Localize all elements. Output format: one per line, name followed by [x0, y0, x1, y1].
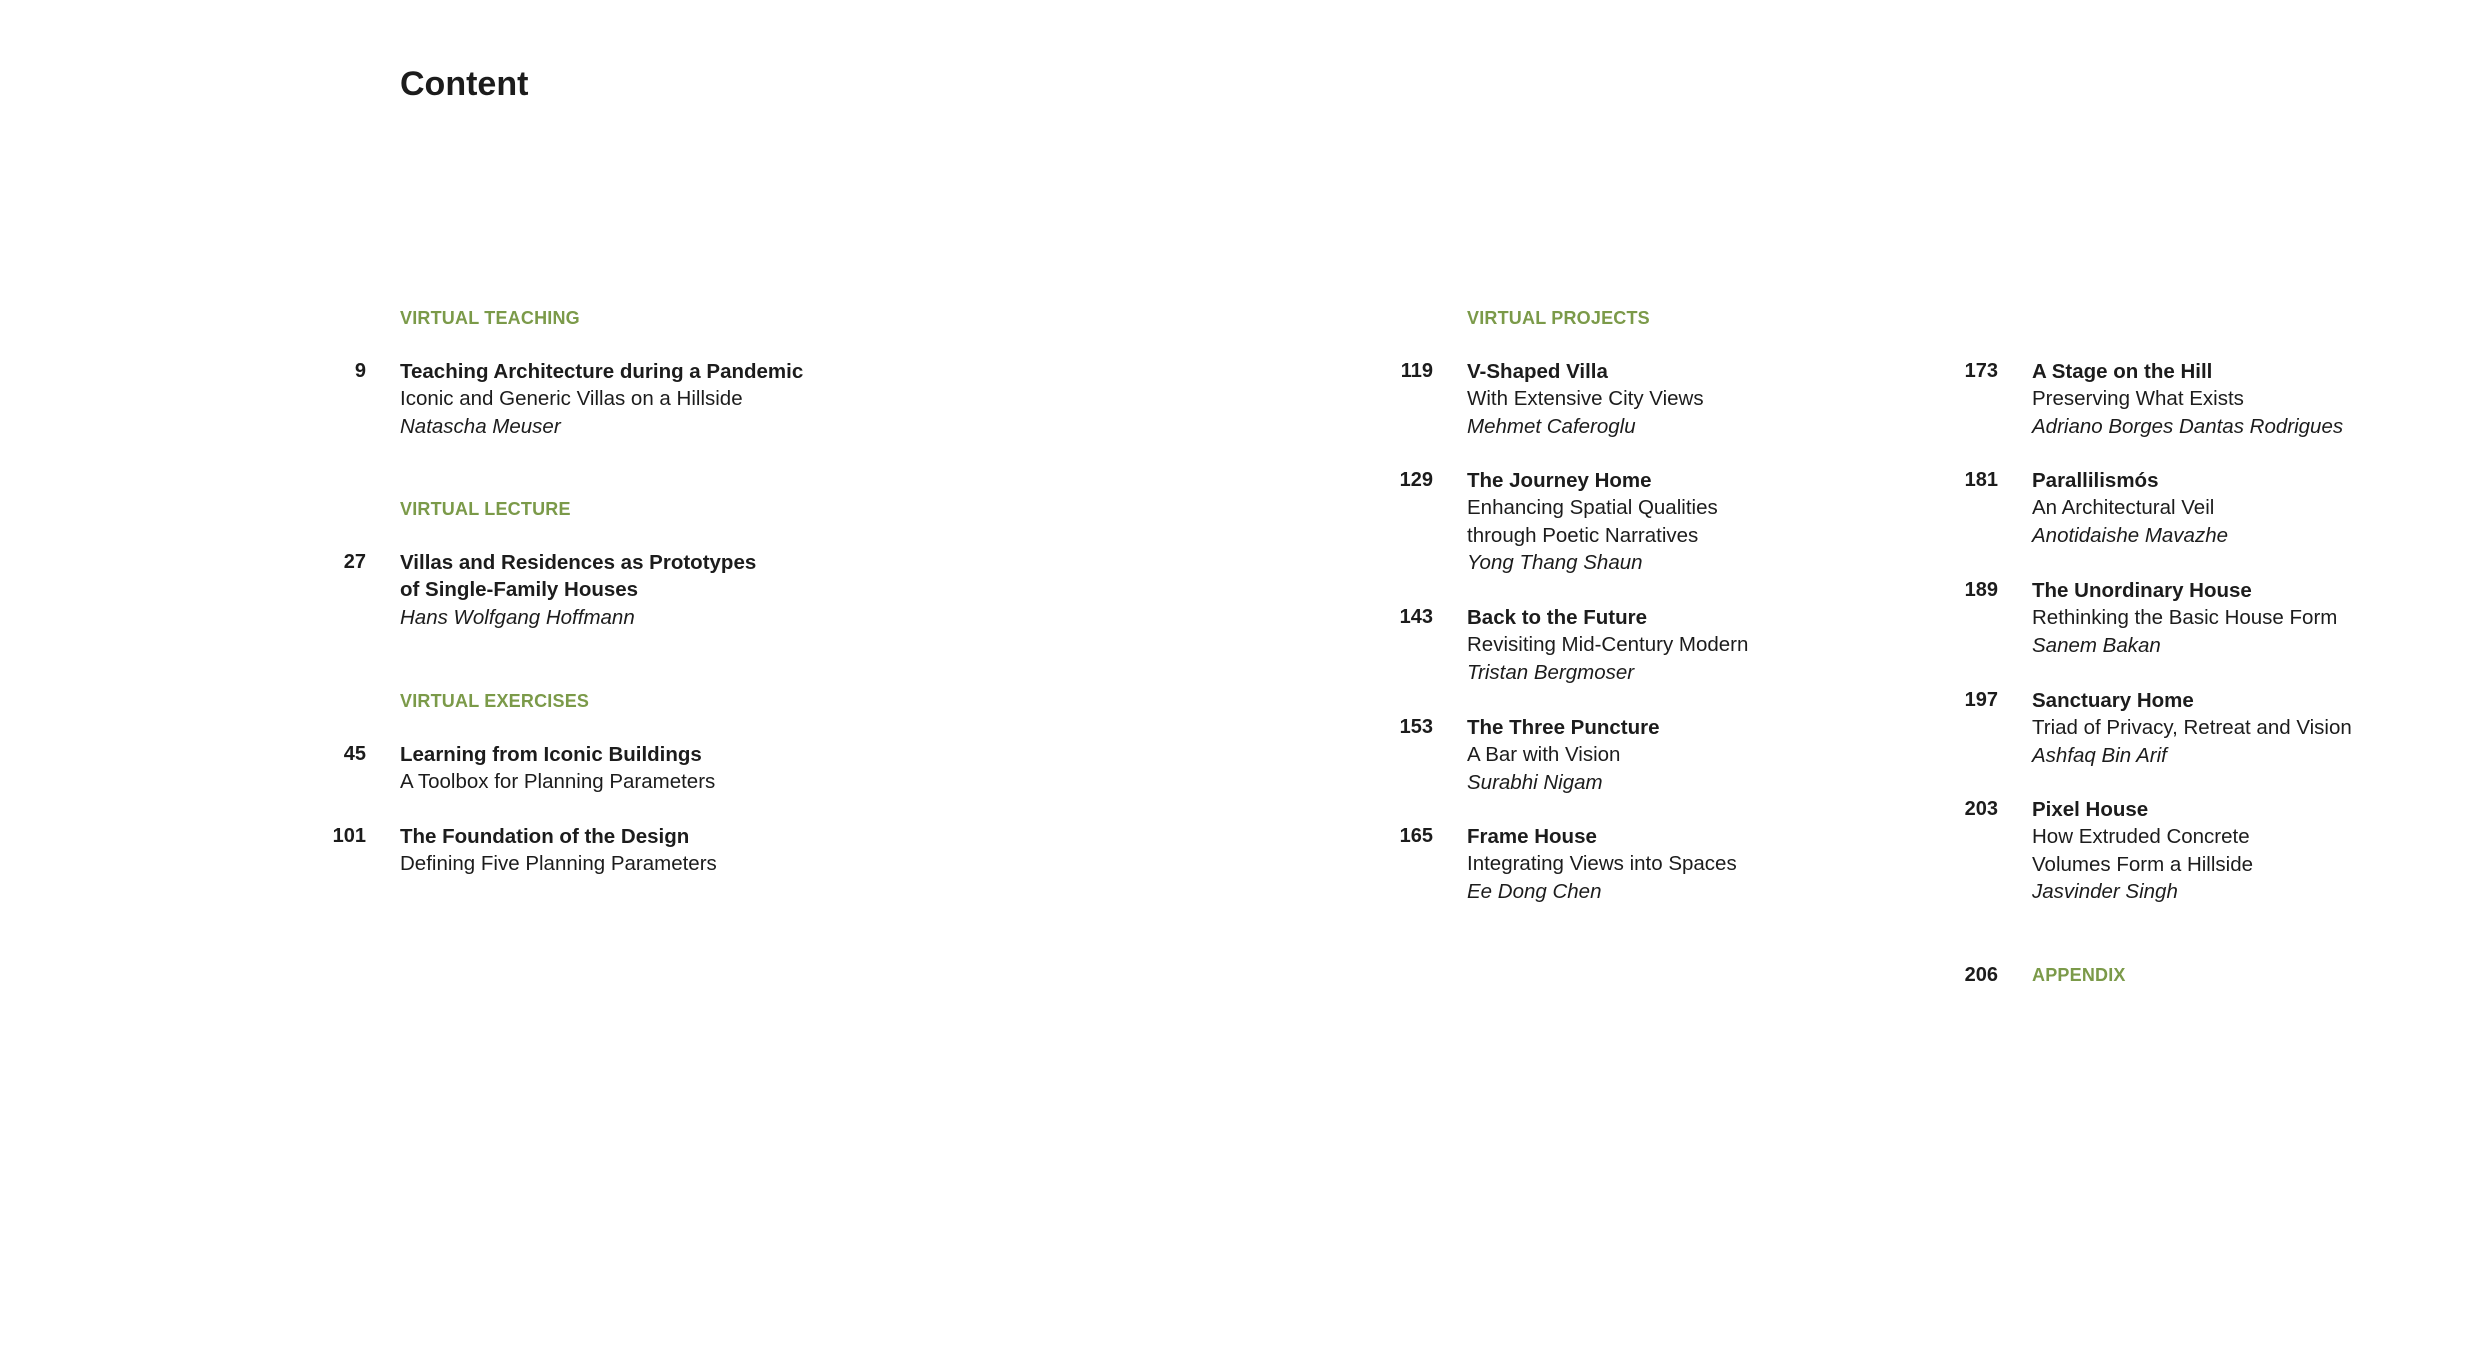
entry-subtitle: Volumes Form a Hillside — [2032, 852, 2254, 876]
page-number: 9 — [354, 360, 366, 382]
page-title: Content — [400, 65, 529, 103]
entry-subtitle: An Architectural Veil — [2032, 496, 2215, 520]
entry-author: Hans Wolfgang Hoffmann — [400, 605, 635, 629]
entry-subtitle: Triad of Privacy, Retreat and Vision — [2032, 716, 2352, 740]
section-label-appendix: APPENDIX — [2032, 965, 2126, 985]
entry-subtitle: Defining Five Planning Parameters — [400, 852, 717, 876]
entry-subtitle: Integrating Views into Spaces — [1467, 852, 1737, 876]
entry-subtitle: Iconic and Generic Villas on a Hillside — [400, 387, 743, 411]
entry-subtitle: With Extensive City Views — [1467, 387, 1704, 411]
entry-author: Ashfaq Bin Arif — [2032, 743, 2167, 767]
entry-title: Villas and Residences as Prototypes — [400, 551, 757, 574]
entry-subtitle: A Toolbox for Planning Parameters — [400, 770, 716, 794]
entry-author: Tristan Bergmoser — [1467, 660, 1635, 684]
entry-author: Sanem Bakan — [2032, 633, 2161, 657]
entry-title: Parallilismós — [2032, 469, 2159, 492]
page-number: 143 — [1399, 606, 1433, 628]
page-number: 206 — [1964, 964, 1998, 986]
entry-title: V-Shaped Villa — [1467, 360, 1608, 383]
page-number: 119 — [1400, 360, 1433, 382]
section-label-virtual-lecture: VIRTUAL LECTURE — [400, 499, 571, 519]
entry-title: Sanctuary Home — [2032, 689, 2194, 712]
entry-title: The Foundation of the Design — [400, 825, 690, 848]
page-number: 153 — [1399, 716, 1433, 738]
page-number: 173 — [1964, 360, 1998, 382]
page-number: 45 — [343, 743, 366, 765]
page-number: 165 — [1399, 825, 1433, 847]
entry-author: Jasvinder Singh — [2032, 879, 2178, 903]
entry-author: Adriano Borges Dantas Rodrigues — [2032, 414, 2344, 438]
entry-author: Surabhi Nigam — [1467, 770, 1603, 794]
section-label-virtual-projects: VIRTUAL PROJECTS — [1467, 308, 1650, 328]
entry-title: of Single-Family Houses — [400, 578, 639, 602]
entry-title: The Unordinary House — [2032, 579, 2252, 602]
entry-title: The Journey Home — [1467, 469, 1652, 492]
page-number: 203 — [1964, 798, 1998, 820]
entry-title: A Stage on the Hill — [2032, 360, 2213, 383]
entry-title: Learning from Iconic Buildings — [400, 743, 702, 766]
page-number: 101 — [332, 825, 366, 847]
section-label-virtual-teaching: VIRTUAL TEACHING — [400, 308, 580, 328]
entry-title: The Three Puncture — [1467, 716, 1660, 739]
entry-author: Mehmet Caferoglu — [1467, 414, 1636, 438]
entry-author: Yong Thang Shaun — [1467, 550, 1643, 574]
entry-subtitle: Revisiting Mid-Century Modern — [1467, 633, 1749, 657]
entry-title: Back to the Future — [1467, 606, 1647, 629]
entry-title: Teaching Architecture during a Pandemic — [400, 360, 804, 383]
page-number: 129 — [1399, 469, 1433, 491]
entry-subtitle: Preserving What Exists — [2032, 387, 2244, 411]
entry-title: Pixel House — [2032, 798, 2149, 821]
entry-subtitle: Rethinking the Basic House Form — [2032, 606, 2338, 630]
page-number: 197 — [1964, 689, 1998, 711]
section-label-virtual-exercises: VIRTUAL EXERCISES — [400, 691, 590, 711]
page-number: 27 — [343, 551, 366, 573]
entry-title: Frame House — [1467, 825, 1597, 848]
entry-subtitle: A Bar with Vision — [1467, 743, 1621, 767]
page-number: 181 — [1964, 469, 1998, 491]
entry-author: Natascha Meuser — [400, 414, 561, 438]
entry-author: Ee Dong Chen — [1467, 879, 1602, 903]
entry-subtitle: How Extruded Concrete — [2032, 825, 2250, 849]
entry-subtitle: Enhancing Spatial Qualities — [1467, 496, 1718, 520]
page-number: 189 — [1964, 579, 1998, 601]
entry-author: Anotidaishe Mavazhe — [2032, 523, 2229, 547]
entry-subtitle: through Poetic Narratives — [1467, 523, 1699, 547]
